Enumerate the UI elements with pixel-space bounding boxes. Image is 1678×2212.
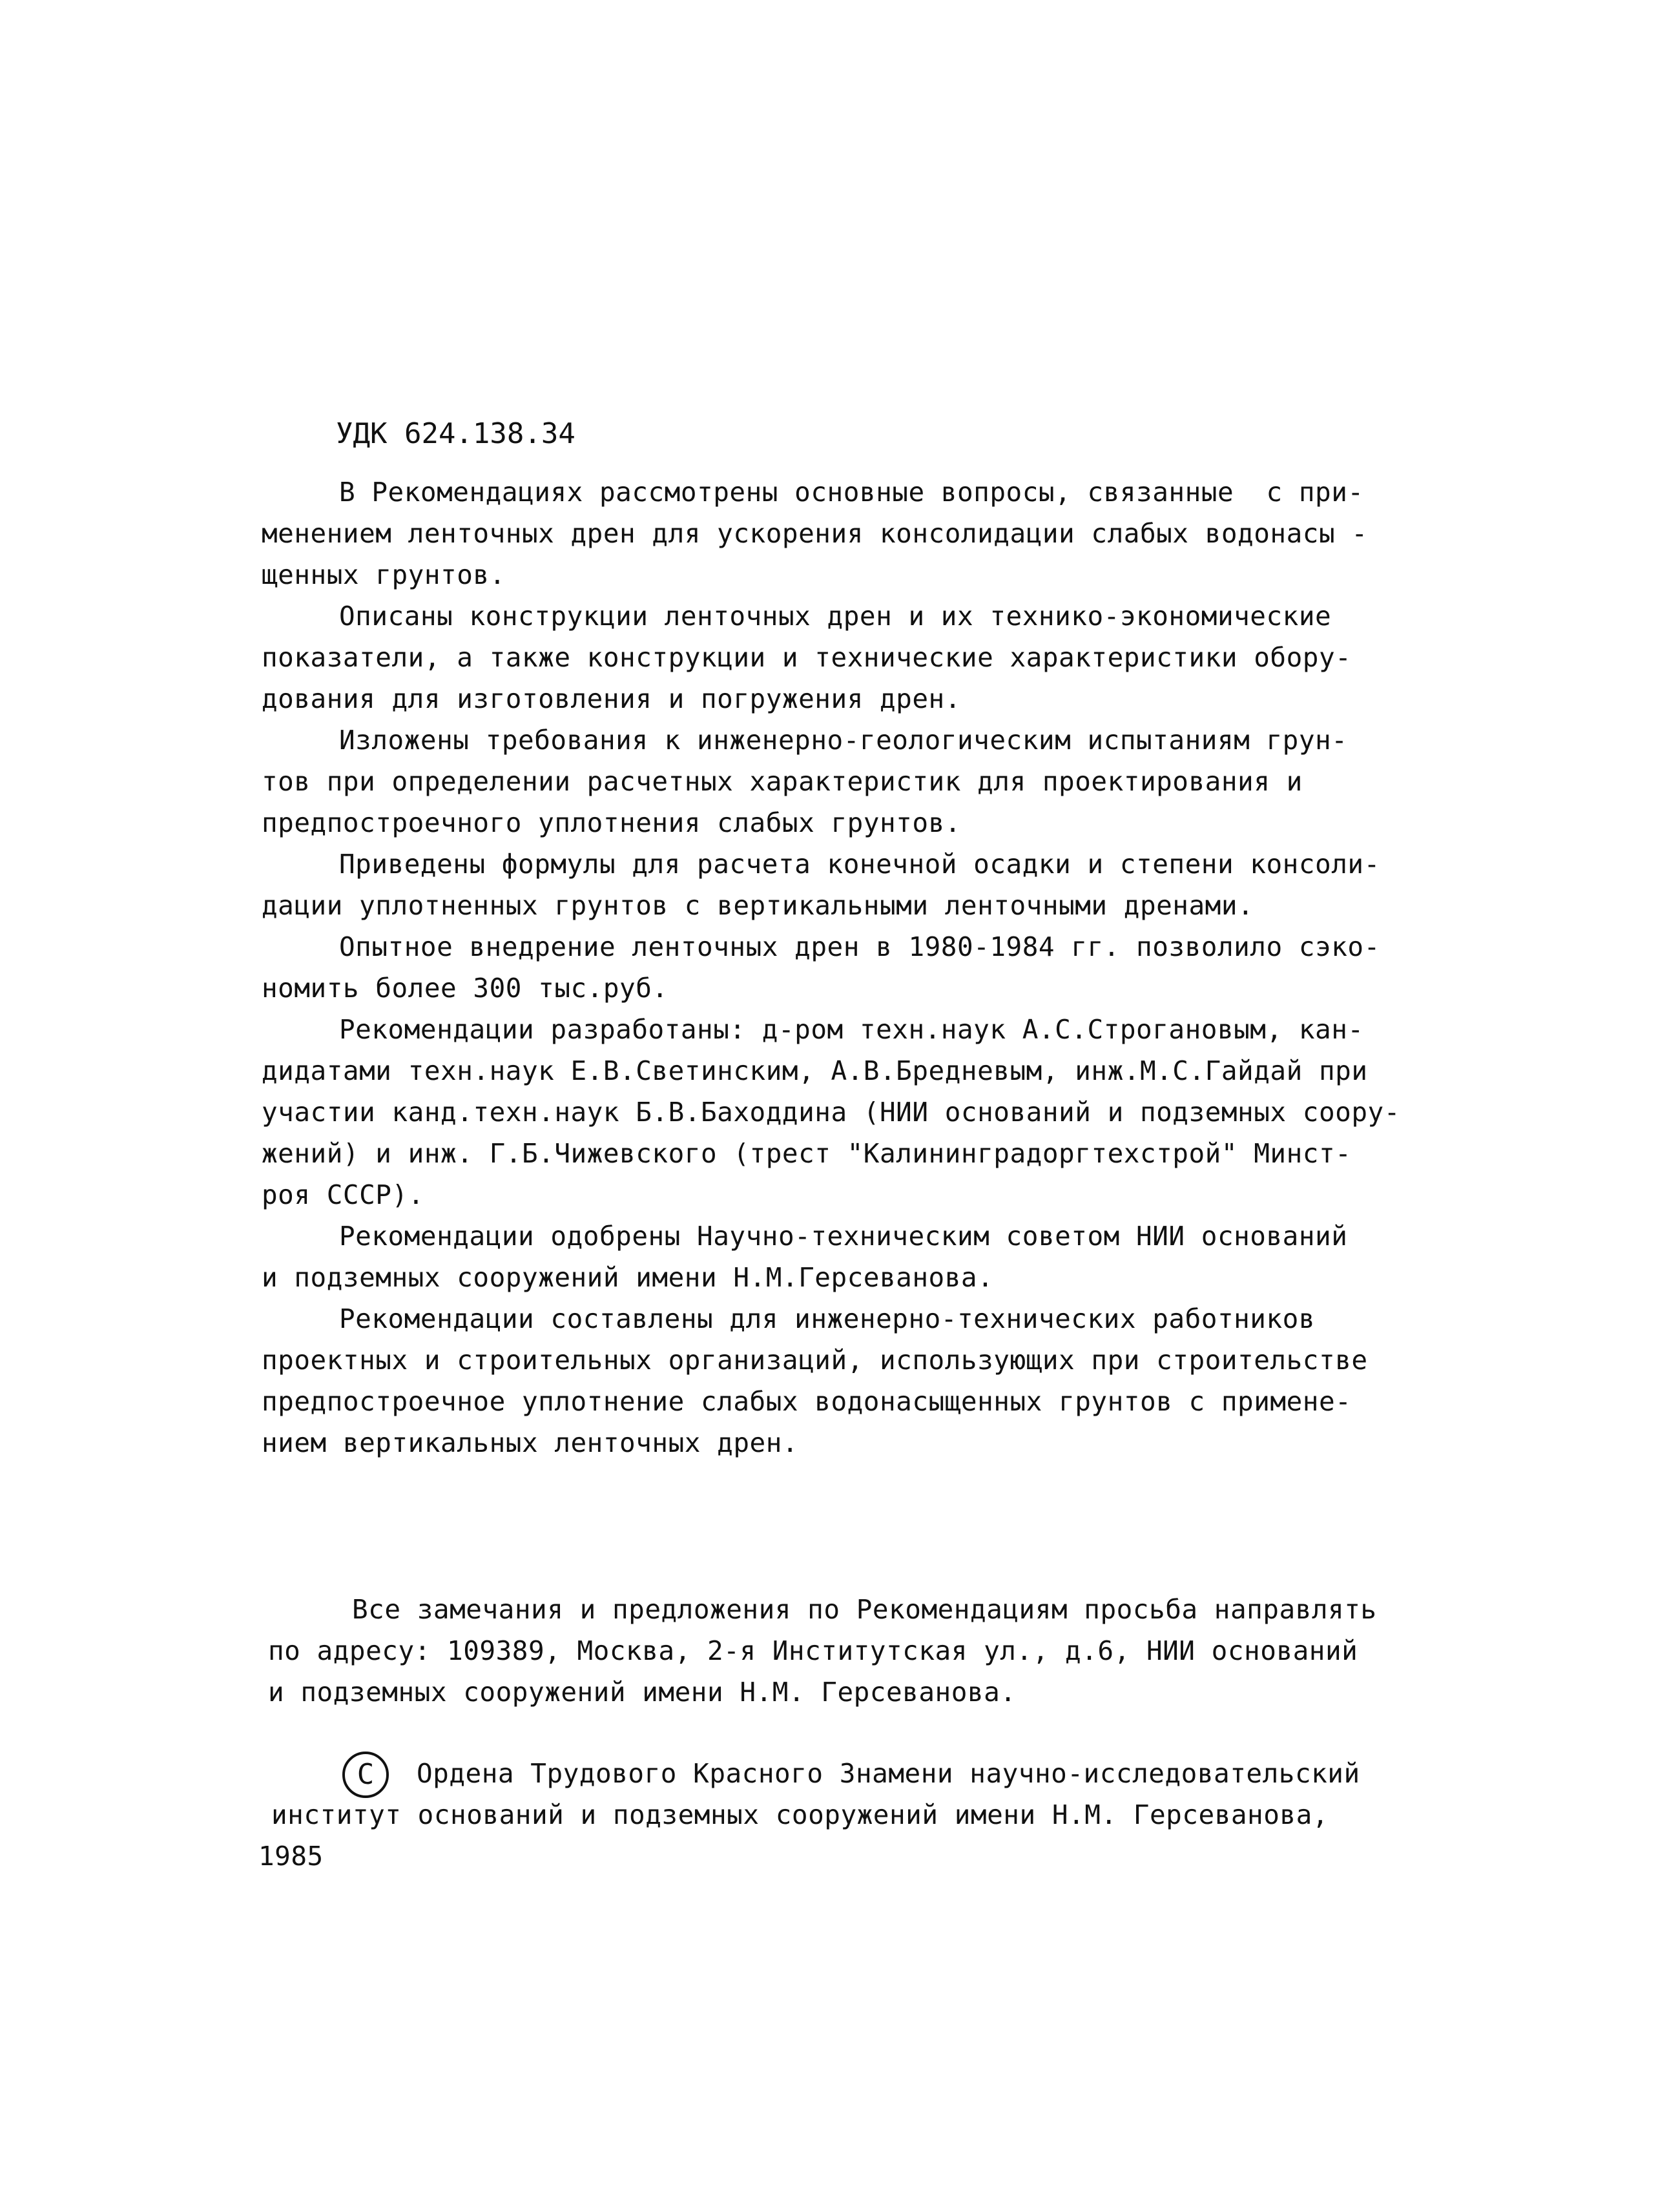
abstract-line: Приведены формулы для расчета конечной осадки и степени консоли-	[339, 849, 1380, 880]
copyright-icon: C	[342, 1752, 389, 1798]
abstract-line: дидатами техн.наук Е.В.Светинским, А.В.Бредневым, инж.М.С.Гайдай при	[262, 1055, 1368, 1086]
copyright-year: 1985	[258, 1841, 324, 1872]
abstract-line: показатели, а также конструкции и технические характеристики обору-	[262, 642, 1352, 673]
abstract-line: В Рекомендациях рассмотрены основные вопросы, связанные с при-	[339, 477, 1364, 508]
abstract-line: участии канд.техн.наук Б.В.Баходдина (НИИ оснований и подземных соору-	[262, 1097, 1400, 1128]
abstract-line: жений) и инж. Г.Б.Чижевского (трест "Калининградоргтехстрой" Минст-	[262, 1138, 1352, 1169]
copyright-line: институт оснований и подземных сооружений имени Н.М. Герсеванова,	[271, 1799, 1329, 1830]
abstract-line: проектных и строительных организаций, использующих при строительстве	[262, 1345, 1368, 1376]
abstract-line: менением ленточных дрен для ускорения консолидации слабых водонасы -	[262, 518, 1368, 549]
address-line: по адресу: 109389, Москва, 2-я Институтская ул., д.6, НИИ оснований	[268, 1635, 1358, 1666]
address-line: и подземных сооружений имени Н.М. Герсеванова.	[268, 1677, 1017, 1708]
abstract-line: нием вертикальных ленточных дрен.	[262, 1427, 799, 1458]
abstract-line: тов при определении расчетных характеристик для проектирования и	[262, 766, 1303, 797]
abstract-line: Рекомендации составлены для инженерно-технических работников	[339, 1303, 1316, 1334]
abstract-line: Изложены требования к инженерно-геологическим испытаниям грун-	[339, 725, 1348, 756]
udk-code: УДК 624.138.34	[336, 417, 575, 450]
abstract-line: щенных грунтов.	[262, 559, 506, 590]
abstract-line: предпостроечного уплотнения слабых грунтов.	[262, 807, 961, 838]
abstract-line: дования для изготовления и погружения дрен.	[262, 683, 961, 714]
abstract-line: Рекомендации одобрены Научно-техническим советом НИИ оснований	[339, 1221, 1348, 1252]
abstract-line: Опытное внедрение ленточных дрен в 1980-1984 гг. позволило сэко-	[339, 931, 1380, 962]
abstract-line: Описаны конструкции ленточных дрен и их технико-экономические	[339, 601, 1332, 632]
address-line: Все замечания и предложения по Рекомендациям просьба направлять	[352, 1594, 1377, 1625]
abstract-line: предпостроечное уплотнение слабых водонасыщенных грунтов с примене-	[262, 1386, 1352, 1417]
abstract-line: Рекомендации разработаны: д-ром техн.наук А.С.Строгановым, кан-	[339, 1014, 1364, 1045]
abstract-line: номить более 300 тыс.руб.	[262, 973, 668, 1004]
abstract-line: дации уплотненных грунтов с вертикальными ленточными дренами.	[262, 890, 1254, 921]
copyright-line: Ордена Трудового Красного Знамени научно-исследовательский	[417, 1758, 1360, 1789]
abstract-line: и подземных сооружений имени Н.М.Герсеванова.	[262, 1262, 994, 1293]
abstract-line: роя СССР).	[262, 1179, 424, 1210]
